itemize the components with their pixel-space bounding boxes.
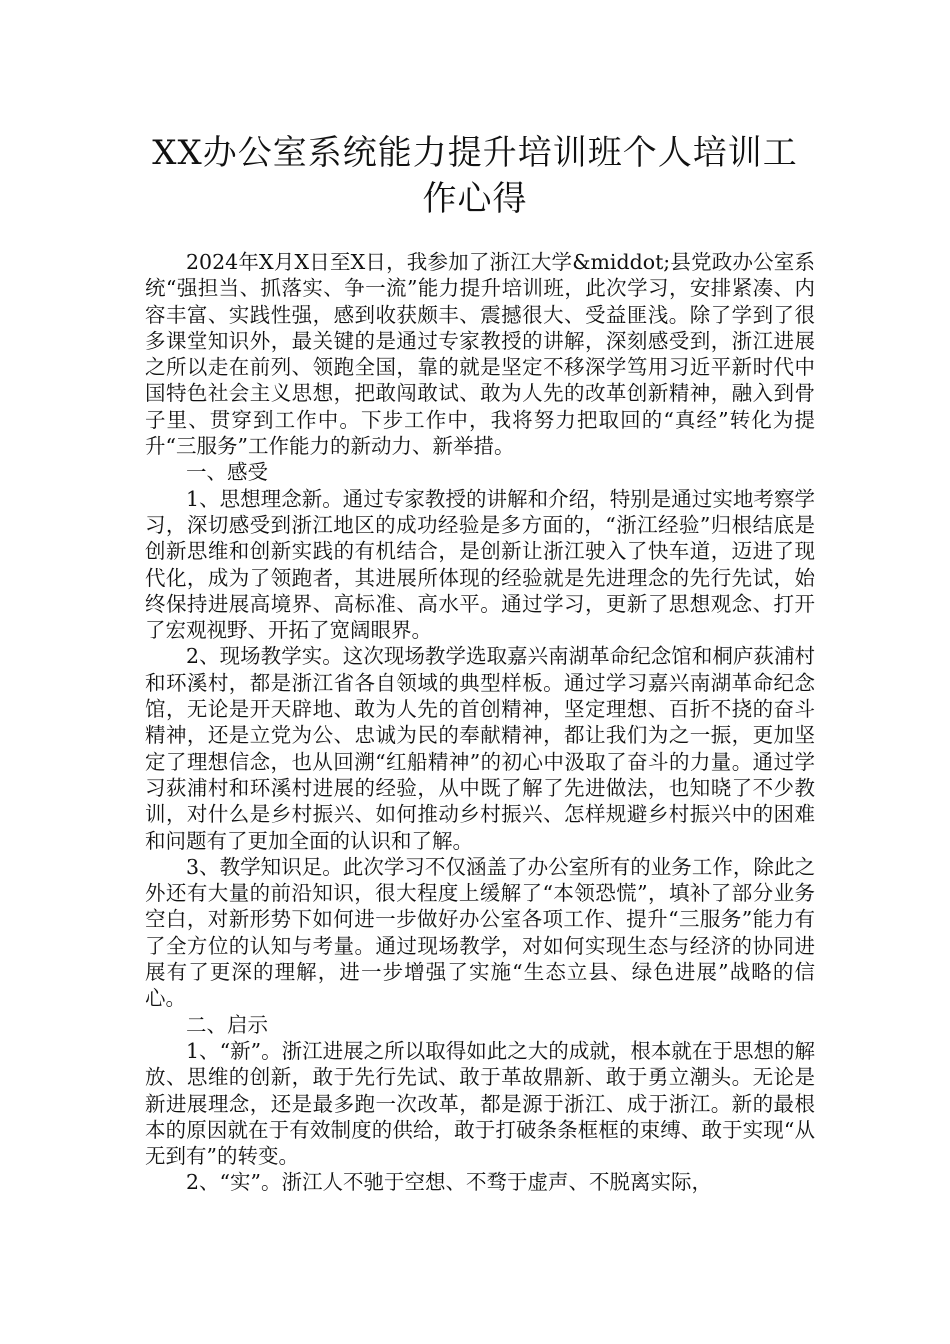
section-heading-insights: 二、启示: [186, 1012, 268, 1037]
section-heading-feelings: 一、感受: [186, 460, 268, 485]
feeling-paragraph-1: 1、思想理念新。通过专家教授的讲解和介绍，特别是通过实地考察学习，深切感受到浙江地区的成功经验是多方面的，“浙江经验”归根结底是创新思维和创新实践的有机结合，是创新让浙江驶入了快车道，迈进了现代化，成为了领跑者，其进展所体现的经验就是先进理念的先行先试，始终保持进展高境界、高标准、高水平。通过学习，更新了思想观念、打开了宏观视野、开拓了宽阔眼界。: [145, 486, 815, 643]
document-body: [145, 249, 815, 1196]
feeling-paragraph-3: 3、教学知识足。此次学习不仅涵盖了办公室所有的业务工作，除此之外还有大量的前沿知识，很大程度上缓解了“本领恐慌”，填补了部分业务空白，对新形势下如何进一步做好办公室各项工作、提升“三服务”能力有了全方位的认知与考量。通过现场教学，对如何实现生态与经济的协同进展有了更深的理解，进一步增强了实施“生态立县、绿色进展”战略的信心。: [145, 854, 815, 1011]
title-line-1: XX办公室系统能力提升培训班个人培训工: [152, 133, 798, 173]
insight-paragraph-2: 2、“实”。浙江人不驰于空想、不骛于虚声、不脱离实际，: [186, 1170, 713, 1195]
title-line-2: 作心得: [422, 179, 528, 219]
document-title: [120, 130, 830, 222]
intro-paragraph: 2024年X月X日至X日，我参加了浙江大学&middot;县党政办公室系统“强担当、抓落实、争一流”能力提升培训班，此次学习，安排紧凑、内容丰富、实践性强，感到收获颇丰、震撼很大、受益匪浅。除了学到了很多课堂知识外，最关键的是通过专家教授的讲解，深刻感受到，浙江进展之所以走在前列、领跑全国，靠的就是坚定不移深学笃用习近平新时代中国特色社会主义思想，把敢闯敢试、敢为人先的改革创新精神，融入到骨子里、贯穿到工作中。下步工作中，我将努力把取回的“真经”转化为提升“三服务”工作能力的新动力、新举措。: [145, 250, 815, 459]
feeling-paragraph-2: 2、现场教学实。这次现场教学选取嘉兴南湖革命纪念馆和桐庐荻浦村和环溪村，都是浙江省各自领域的典型样板。通过学习嘉兴南湖革命纪念馆，无论是开天辟地、敢为人先的首创精神，坚定理想、百折不挠的奋斗精神，还是立党为公、忠诚为民的奉献精神，都让我们为之一振，更加坚定了理想信念，也从回溯“红船精神”的初心中汲取了奋斗的力量。通过学习荻浦村和环溪村进展的经验，从中既了解了先进做法，也知晓了不少教训，对什么是乡村振兴、如何推动乡村振兴、怎样规避乡村振兴中的困难和问题有了更加全面的认识和了解。: [145, 644, 815, 853]
insight-paragraph-1: 1、“新”。浙江进展之所以取得如此之大的成就，根本就在于思想的解放、思维的创新，敢于先行先试、敢于革故鼎新、敢于勇立潮头。无论是新进展理念，还是最多跑一次改革，都是源于浙江、成于浙江。新的最根本的原因就在于有效制度的供给，敢于打破条条框框的束缚、敢于实现“从无到有”的转变。: [145, 1038, 815, 1169]
